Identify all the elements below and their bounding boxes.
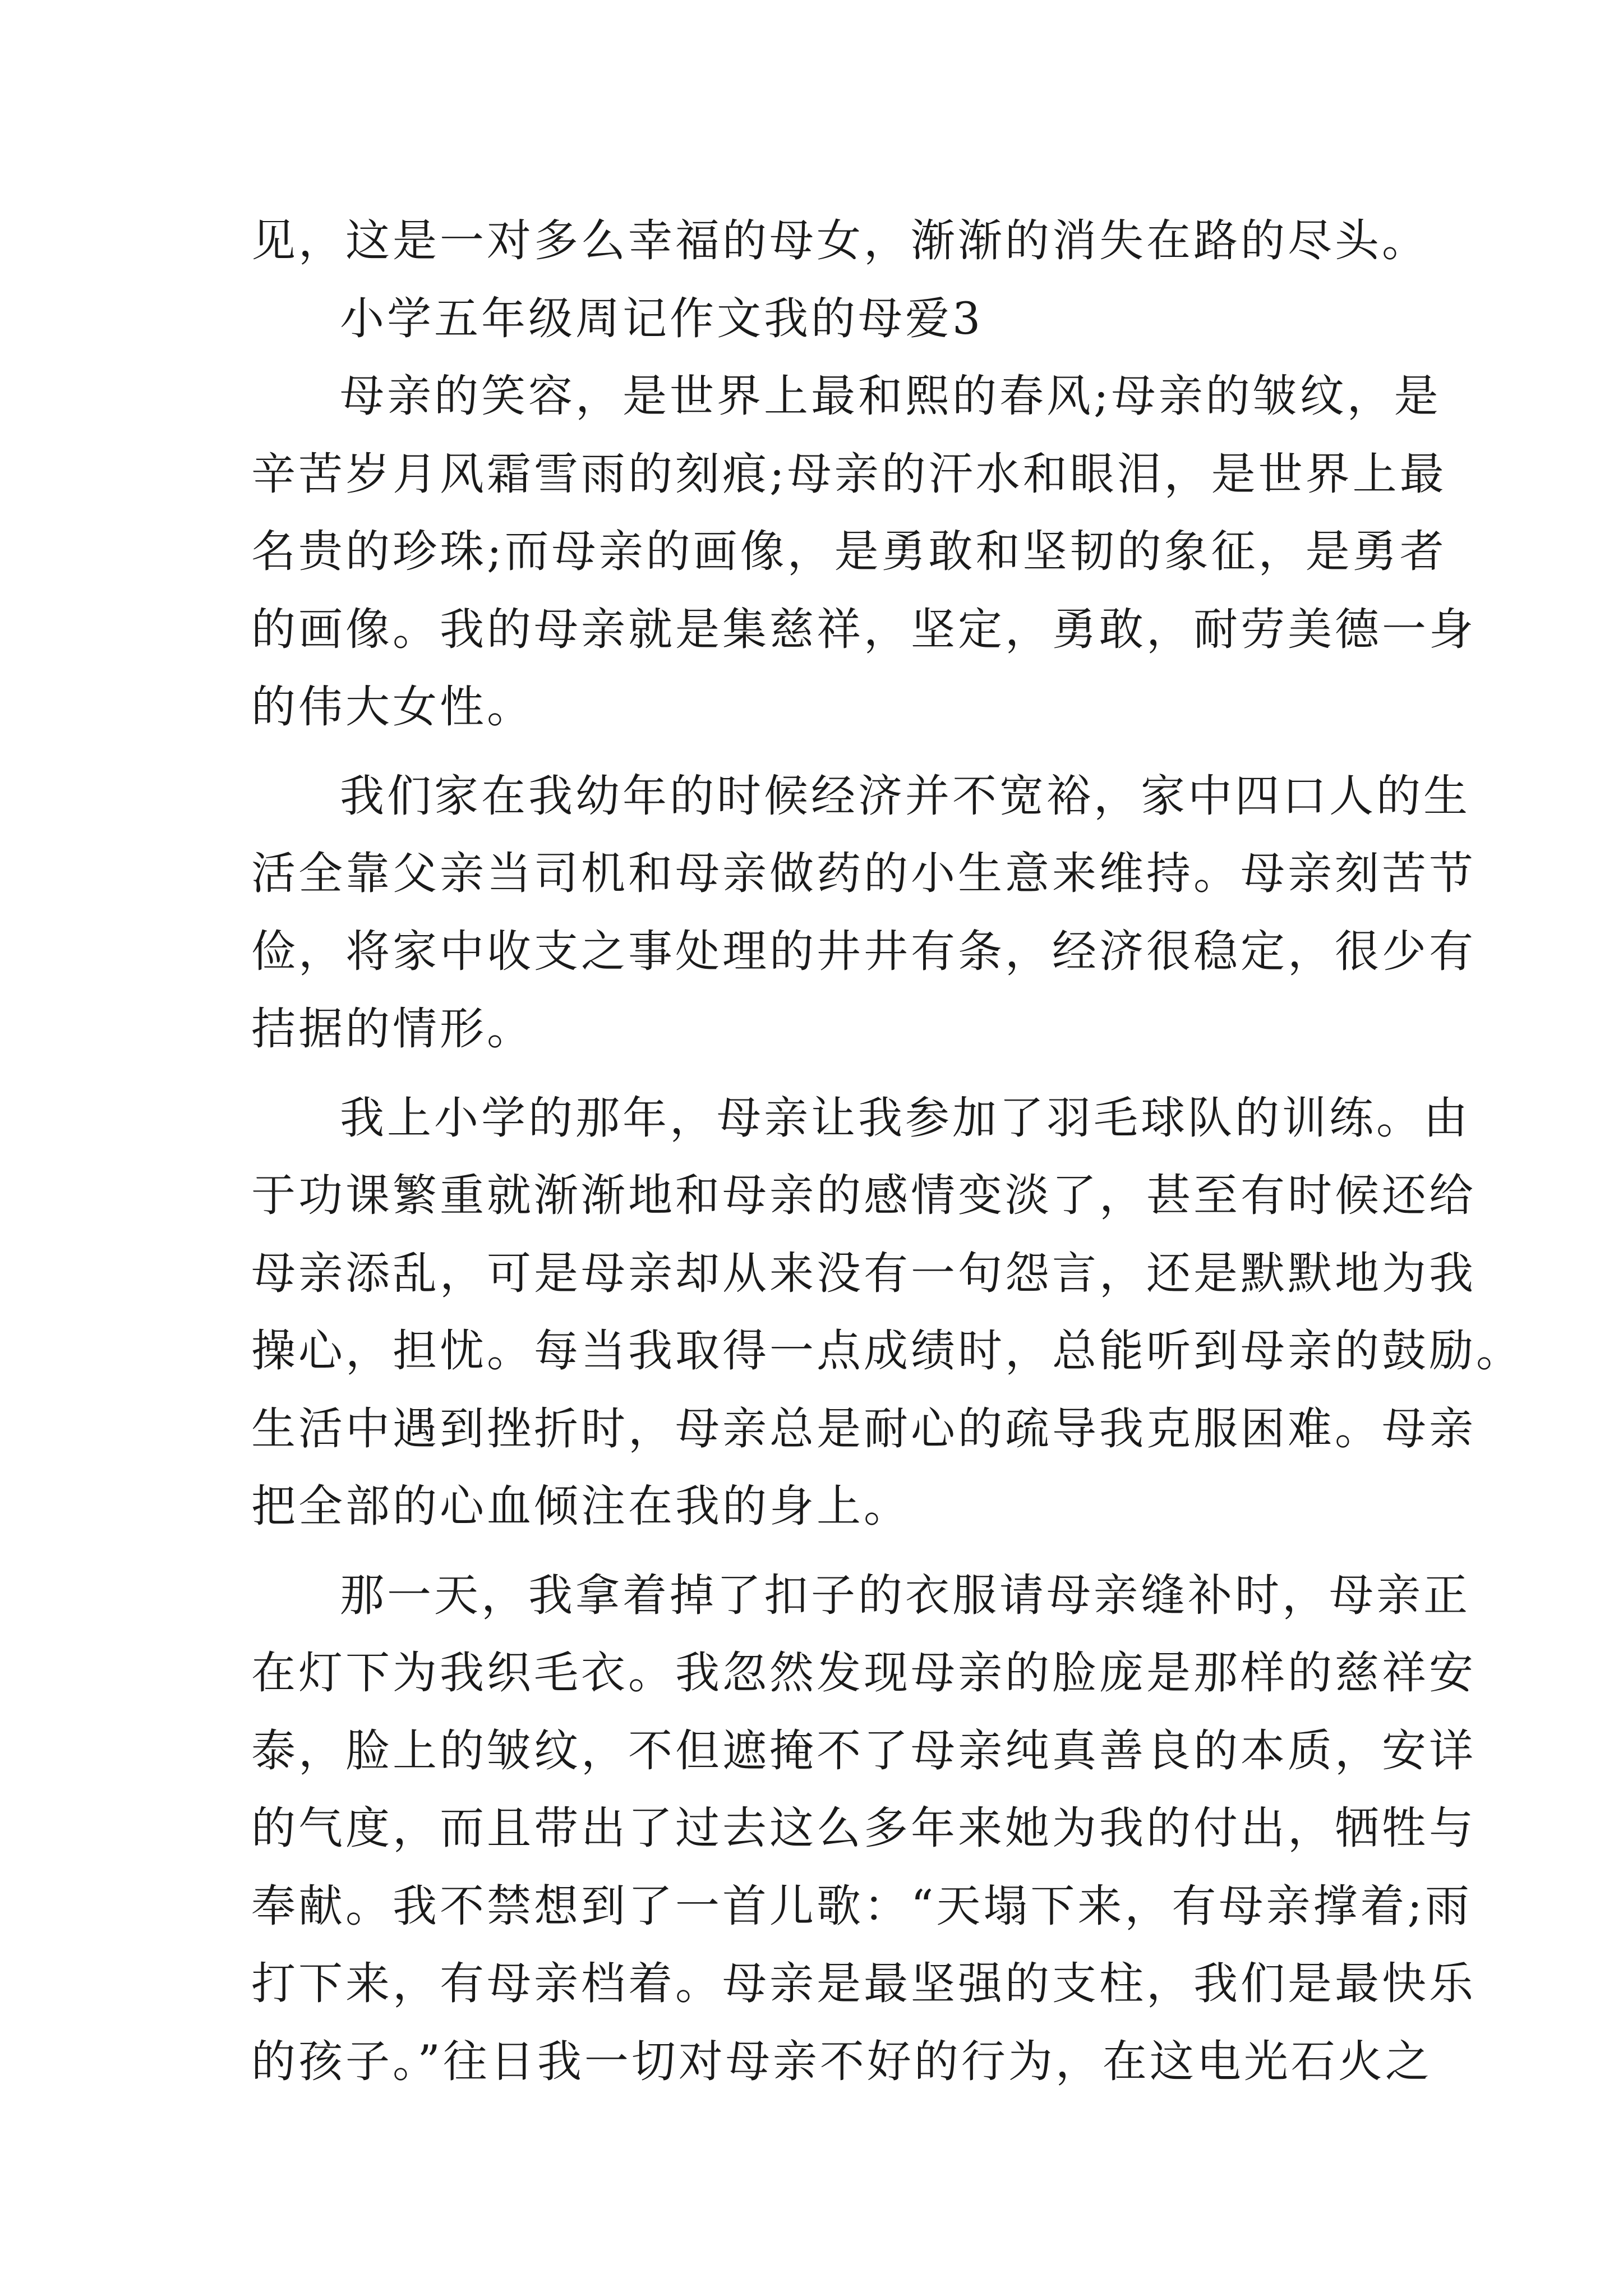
- text-line: 的画像。我的母亲就是集慈祥，坚定，勇敢，耐劳美德一身: [251, 603, 1476, 655]
- text-line: 我们家在我幼年的时候经济并不宽裕，家中四口人的生: [340, 770, 1470, 822]
- text-line: 于功课繁重就渐渐地和母亲的感情变淡了，甚至有时候还给: [251, 1170, 1476, 1221]
- text-line: 辛苦岁月风霜雪雨的刻痕;母亲的汗水和眼泪，是世界上最: [251, 448, 1447, 500]
- text-line: 那一天，我拿着掉了扣子的衣服请母亲缝补时，母亲正: [340, 1569, 1470, 1621]
- text-line: 的伟大女性。: [251, 681, 534, 733]
- text-line: 俭，将家中收支之事处理的井井有条，经济很稳定，很少有: [251, 925, 1476, 977]
- text-line: 名贵的珍珠;而母亲的画像，是勇敢和坚韧的象征，是勇者: [251, 526, 1447, 577]
- text-line: 奉献。我不禁想到了一首儿歌：“天塌下来，有母亲撑着;雨: [251, 1880, 1473, 1932]
- text-line: 泰，脸上的皱纹，不但遮掩不了母亲纯真善良的本质，安详: [251, 1724, 1476, 1777]
- text-line: 的孩子。”往日我一切对母亲不好的行为，在这电光石火之: [251, 2035, 1432, 2087]
- text-line: 母亲的笑容，是世界上最和熙的春风;母亲的皱纹，是: [340, 370, 1441, 422]
- text-line: 打下来，有母亲档着。母亲是最坚强的支柱，我们是最快乐: [251, 1958, 1476, 2009]
- text-line: 的气度，而且带出了过去这么多年来她为我的付出，牺牲与: [251, 1802, 1476, 1854]
- text-line: 见，这是一对多么幸福的母女，渐渐的消失在路的尽头。: [251, 215, 1429, 266]
- text-line: 把全部的心血倾注在我的身上。: [251, 1480, 911, 1532]
- text-line: 母亲添乱，可是母亲却从来没有一句怨言，还是默默地为我: [251, 1247, 1476, 1299]
- text-line: 生活中遇到挫折时，母亲总是耐心的疏导我克服困难。母亲: [251, 1402, 1476, 1455]
- text-line: 在灯下为我织毛衣。我忽然发现母亲的脸庞是那样的慈祥安: [251, 1647, 1476, 1699]
- text-line: 活全靠父亲当司机和母亲做药的小生意来维持。母亲刻苦节: [251, 848, 1476, 899]
- text-line: 我上小学的那年，母亲让我参加了羽毛球队的训练。由: [340, 1092, 1470, 1144]
- essay-text: [251, 202, 1523, 2100]
- text-line: 拮据的情形。: [251, 1003, 534, 1055]
- section-title: 小学五年级周记作文我的母爱3: [340, 292, 984, 344]
- text-line: 操心，担忧。每当我取得一点成绩时，总能听到母亲的鼓励。: [251, 1325, 1523, 1377]
